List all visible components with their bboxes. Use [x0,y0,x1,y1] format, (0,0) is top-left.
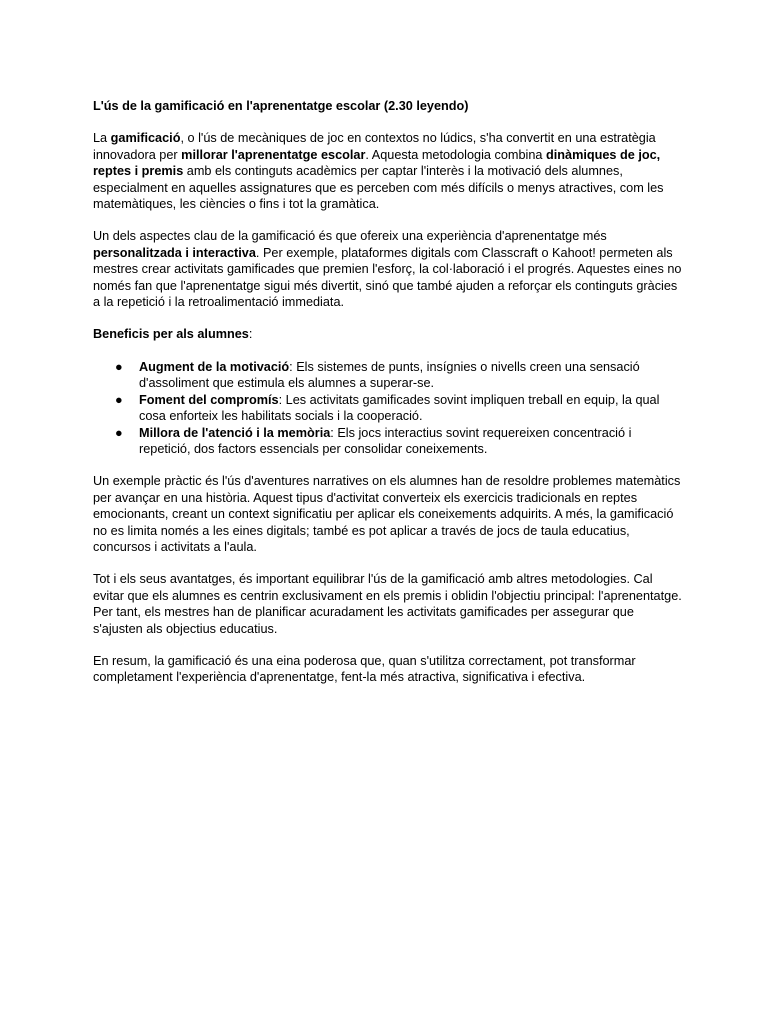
intro-bold-2: millorar l'aprenentatge escolar [181,147,366,162]
key-aspects-paragraph [93,228,683,310]
benefit-text: : Els jocs interactius sovint requereixen concentració i repetició, dos factors essencials per consolidar coneixements. [139,425,632,456]
intro-text-2: , o l'ús de mecàniques de joc en contextos no lúdics, s'ha convertit en una estratègia innovadora per [93,131,656,162]
bullet-icon: ● [115,359,123,374]
list-item [115,425,683,458]
key-aspects-text-2: . Per exemple, plataformes digitals com Classcraft o Kahoot! permeten als mestres crear activitats gamificades que premien l'esforç, la col·laboració i el progrés. Aquestes eines no només fan que l'aprenentatge sigui més divertit, sinó que també ajuden a reforçar els continguts gràcies a la repetició i la retroalimentació immediata. [93,245,682,310]
benefit-term: Millora de l'atenció i la memòria [139,425,331,440]
example-paragraph: Un exemple pràctic és l'ús d'aventures narratives on els alumnes han de resoldre problemes matemàtics per avançar en una història. Aquest tipus d'activitat converteix els exercicis tradicionals en reptes emocionants, creant un context significatiu per aplicar els coneixements adquirits. A més, la gamificació no es limita només a les eines digitals; també es pot aplicar a través de jocs de taula educatius, concursos i activitats a l'aula. [93,474,681,554]
intro-bold-1: gamificació [110,131,181,146]
summary-paragraph: En resum, la gamificació és una eina poderosa que, quan s'utilitza correctament, pot transformar completament l'experiència d'aprenentatge, fent-la més atractiva, significativa i efectiva. [93,653,636,685]
benefit-term: Augment de la motivació [139,359,290,374]
benefit-text: : Les activitats gamificades sovint impliquen treball en equip, la qual cosa enforteix les habilitats socials i la cooperació. [139,392,660,424]
intro-paragraph [93,130,683,212]
document-title: L'ús de la gamificació en l'aprenentatge escolar (2.30 leyendo) [93,99,469,113]
intro-text-3: . Aquesta metodologia combina [365,147,546,162]
key-aspects-text-1: Un dels aspectes clau de la gamificació és que ofereix una experiència d'aprenentatge més [93,229,607,244]
benefits-list [93,359,683,457]
benefit-term: Foment del compromís [139,392,279,407]
benefits-heading [93,326,683,342]
key-aspects-bold-1: personalitzada i interactiva [93,245,256,260]
balance-paragraph: Tot i els seus avantatges, és important equilibrar l'ús de la gamificació amb altres metodologies. Cal evitar que els alumnes es centrin exclusivament en els premis i oblidin l'objectiu principal: l'aprenentatge. Per tant, els mestres han de planificar acuradament les activitats gamificades per assegurar que s'ajusten als objectius educatius. [93,572,682,636]
bullet-icon: ● [115,425,123,440]
benefit-text: : Els sistemes de punts, insígnies o nivells creen una sensació d'assoliment que estimula els alumnes a superar-se. [139,359,640,391]
intro-text-4: amb els continguts acadèmics per captar l'interès i la motivació dels alumnes, especialment en aquelles assignatures que es perceben com més difícils o menys atractives, com les matemàtiques, les ciències o fins i tot la gramàtica. [93,164,664,212]
benefits-heading-label: Beneficis per als alumnes [93,327,249,342]
bullet-icon: ● [115,392,123,407]
intro-text-1: La [93,131,111,146]
list-item [115,359,683,392]
list-item [115,392,683,425]
benefits-heading-colon: : [248,327,253,342]
intro-bold-3: dinàmiques de joc, reptes i premis [93,147,661,179]
document-page [93,98,683,702]
